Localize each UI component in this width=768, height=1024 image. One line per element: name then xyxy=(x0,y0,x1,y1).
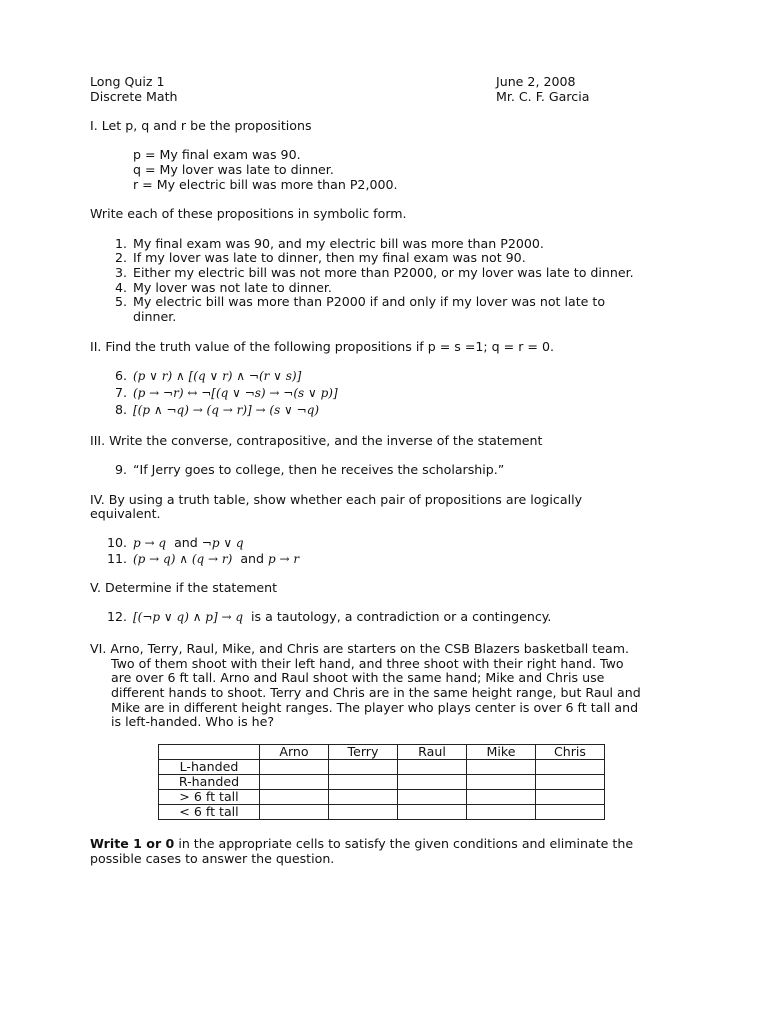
list-item: 3. Either my electric bill was not more than P2000, or my lover was late to dinner. xyxy=(114,265,634,280)
grid-cell xyxy=(536,760,605,775)
definition-r: r = My electric bill was more than P2,000. xyxy=(133,177,398,192)
logic-expression: ¬p ∨ q xyxy=(201,536,244,550)
statement-item: 9. “If Jerry goes to college, then he receives the scholarship.” xyxy=(114,462,505,477)
table-row xyxy=(159,760,605,775)
expression-item: 6. (p ∨ r) ∧ [(q ∨ r) ∧ ¬(r ∨ s)] xyxy=(114,368,302,383)
grid-cell xyxy=(260,775,329,790)
column-header: Mike xyxy=(467,745,536,760)
row-label: > 6 ft tall xyxy=(159,790,260,805)
logic-expression: [(¬p ∨ q) ∧ p] → q xyxy=(133,610,244,624)
part2-heading: II. Find the truth value of the following propositions if p = s =1; q = r = 0. xyxy=(90,339,554,354)
list-item: 4. My lover was not late to dinner. xyxy=(114,280,332,295)
definition-q: q = My lover was late to dinner. xyxy=(133,162,334,177)
grid-cell xyxy=(467,775,536,790)
instructor-name: Mr. C. F. Garcia xyxy=(496,89,590,104)
part6-paragraph-line: are over 6 ft tall. Arno and Raul shoot with the same hand; Mike and Chris use xyxy=(111,670,605,685)
tautology-item: 12. [(¬p ∨ q) ∧ p] → q is a tautology, a contradiction or a contingency. xyxy=(107,609,552,624)
course-name: Discrete Math xyxy=(90,89,178,104)
grid-cell xyxy=(398,760,467,775)
grid-cell xyxy=(260,760,329,775)
column-header: Raul xyxy=(398,745,467,760)
logic-grid-table xyxy=(158,744,605,820)
instruction-footer: Write 1 or 0 in the appropriate cells to satisfy the given conditions and eliminate the xyxy=(90,836,634,851)
logic-expression: (p ∨ r) ∧ [(q ∨ r) ∧ ¬(r ∨ s)] xyxy=(133,369,302,383)
row-label: R-handed xyxy=(159,775,260,790)
logic-expression: p → q xyxy=(133,536,167,550)
part6-paragraph-line: is left-handed. Who is he? xyxy=(111,714,275,729)
grid-cell xyxy=(260,805,329,820)
logic-expression: p → r xyxy=(268,552,300,566)
instruction-emphasis: Write 1 or 0 xyxy=(90,836,175,851)
part6-paragraph-line: VI. Arno, Terry, Raul, Mike, and Chris are starters on the CSB Blazers basketball team. xyxy=(90,641,629,656)
column-header: Terry xyxy=(329,745,398,760)
logic-expression: (p → q) ∧ (q → r) xyxy=(133,552,233,566)
equivalence-item: 11. (p → q) ∧ (q → r) and p → r xyxy=(107,551,300,566)
grid-cell xyxy=(536,805,605,820)
column-header: Chris xyxy=(536,745,605,760)
grid-cell xyxy=(329,790,398,805)
table-header-row xyxy=(159,745,605,760)
part4-heading: IV. By using a truth table, show whether each pair of propositions are logically xyxy=(90,492,583,507)
table-row xyxy=(159,775,605,790)
part3-heading: III. Write the converse, contrapositive, and the inverse of the statement xyxy=(90,433,543,448)
part1-instruction: Write each of these propositions in symbolic form. xyxy=(90,206,407,221)
logic-expression: [(p ∧ ¬q) → (q → r)] → (s ∨ ¬q) xyxy=(133,403,320,417)
grid-cell xyxy=(398,790,467,805)
grid-cell xyxy=(398,775,467,790)
table-row xyxy=(159,790,605,805)
part1-heading: I. Let p, q and r be the propositions xyxy=(90,118,312,133)
grid-cell xyxy=(536,790,605,805)
grid-cell xyxy=(329,775,398,790)
part6-paragraph-line: Mike are in different height ranges. The player who plays center is over 6 ft tall and xyxy=(111,700,639,715)
row-label: L-handed xyxy=(159,760,260,775)
grid-cell xyxy=(260,790,329,805)
grid-cell xyxy=(467,805,536,820)
part4-heading-continuation: equivalent. xyxy=(90,506,161,521)
part6-paragraph-line: Two of them shoot with their left hand, and three shoot with their right hand. Two xyxy=(111,656,624,671)
definition-p: p = My final exam was 90. xyxy=(133,147,301,162)
quiz-date: June 2, 2008 xyxy=(496,74,576,89)
list-item: 5. My electric bill was more than P2000 if and only if my lover was not late to xyxy=(114,294,606,309)
table-row xyxy=(159,805,605,820)
expression-item: 8. [(p ∧ ¬q) → (q → r)] → (s ∨ ¬q) xyxy=(114,402,320,417)
grid-cell xyxy=(536,775,605,790)
grid-cell xyxy=(398,805,467,820)
logic-expression: (p → ¬r) ↔ ¬[(q ∨ ¬s) → ¬(s ∨ p)] xyxy=(133,386,338,400)
table-corner-cell xyxy=(159,745,260,760)
grid-cell xyxy=(329,760,398,775)
equivalence-item: 10. p → q and ¬p ∨ q xyxy=(107,535,244,550)
column-header: Arno xyxy=(260,745,329,760)
row-label: < 6 ft tall xyxy=(159,805,260,820)
instruction-footer-continuation: possible cases to answer the question. xyxy=(90,851,335,866)
part5-heading: V. Determine if the statement xyxy=(90,580,278,595)
grid-cell xyxy=(467,760,536,775)
expression-item: 7. (p → ¬r) ↔ ¬[(q ∨ ¬s) → ¬(s ∨ p)] xyxy=(114,385,338,400)
list-item-continuation: dinner. xyxy=(133,309,177,324)
list-item: 1. My final exam was 90, and my electric bill was more than P2000. xyxy=(114,236,544,251)
grid-cell xyxy=(467,790,536,805)
list-item: 2. If my lover was late to dinner, then my final exam was not 90. xyxy=(114,250,526,265)
quiz-title: Long Quiz 1 xyxy=(90,74,165,89)
part6-paragraph-line: different hands to shoot. Terry and Chris are in the same height range, but Raul and xyxy=(111,685,641,700)
grid-cell xyxy=(329,805,398,820)
